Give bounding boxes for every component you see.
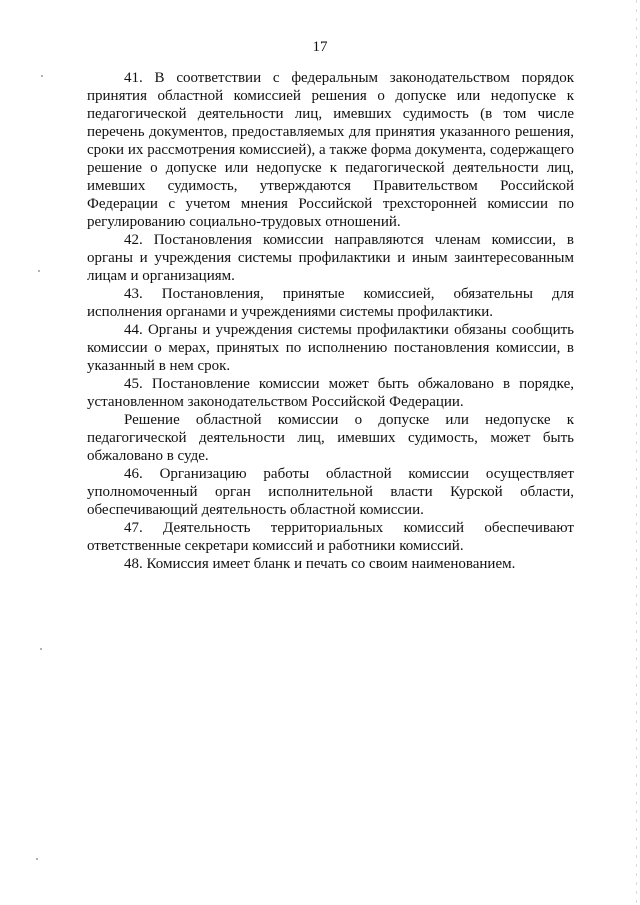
paragraph-46: 46. Организацию работы областной комиссии осуществляет уполномоченный орган исполнительной власти Курской области, обеспечивающий деятельность областной комиссии. (87, 466, 574, 518)
scan-edge-artifact (636, 0, 637, 905)
paragraph-43: 43. Постановления, принятые комиссией, обязательны для исполнения органами и учреждениями системы профилактики. (87, 286, 574, 320)
document-body (87, 69, 574, 573)
paragraph-42: 42. Постановления комиссии направляются членам комиссии, в органы и учреждения системы профилактики и иным заинтересованным лицам и организациям. (87, 232, 574, 284)
paragraph-41: 41. В соответствии с федеральным законодательством порядок принятия областной комиссией решения о допуске или недопуске к педагогической деятельности лиц, имевших судимость (в том числе перечень документов, предоставляемых для принятия указанного решения, сроки их рассмотрения комиссией), а также форма документа, содержащего решение о допуске или недопуске к педагогической деятельности лиц, имевших судимость, утверждаются Правительством Российской Федерации с учетом мнения Российской трехсторонней комиссии по регулированию социально-трудовых отношений. (87, 70, 574, 230)
paragraph-48: 48. Комиссия имеет бланк и печать со своим наименованием. (124, 556, 516, 572)
paragraph-44: 44. Органы и учреждения системы профилактики обязаны сообщить комиссии о мерах, принятых по исполнению постановления комиссии, в указанный в нем срок. (87, 322, 574, 374)
paragraph-45: 45. Постановление комиссии может быть обжаловано в порядке, установленном законодательством Российской Федерации. (87, 376, 574, 410)
paragraph-47: 47. Деятельность территориальных комиссий обеспечивают ответственные секретари комиссий и работники комиссий. (87, 520, 574, 554)
scan-speck (40, 648, 42, 650)
scan-speck (41, 75, 43, 77)
page-number: 17 (312, 39, 328, 55)
paragraph-45-appeal: Решение областной комиссии о допуске или недопуске к педагогической деятельности лиц, имевших судимость, может быть обжаловано в суде. (87, 412, 574, 464)
scan-speck (36, 858, 38, 860)
scan-speck (38, 270, 40, 272)
